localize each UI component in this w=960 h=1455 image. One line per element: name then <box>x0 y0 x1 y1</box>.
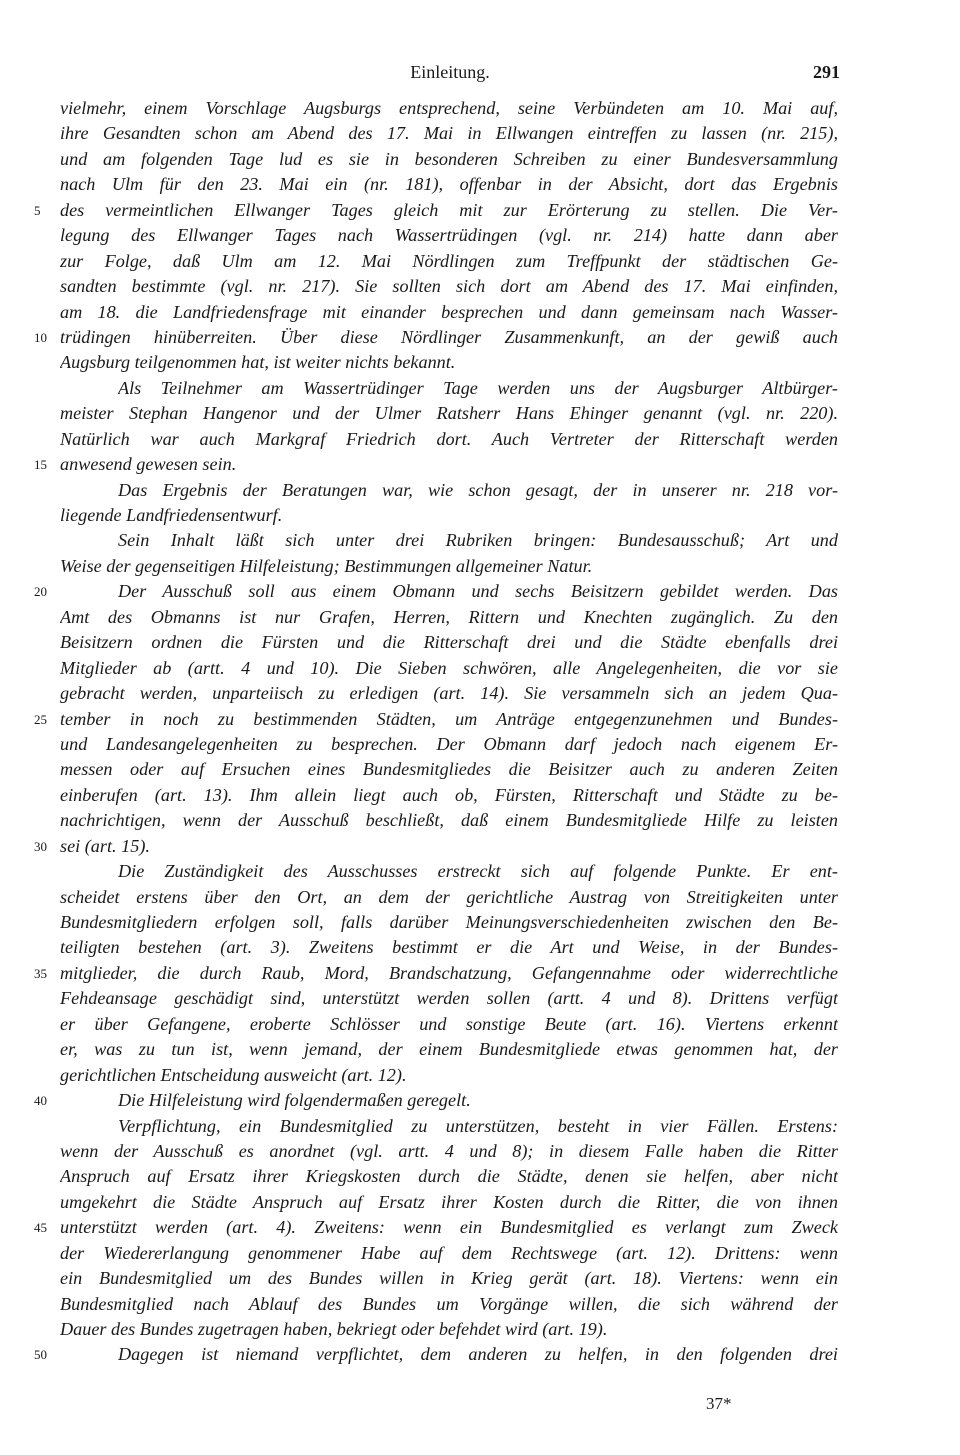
line-number: 50 <box>34 1347 47 1363</box>
line-text: Das Ergebnis der Beratungen war, wie schon gesagt, der in unserer nr. 218 vor- <box>118 479 838 500</box>
text-line <box>34 198 838 223</box>
text-line <box>60 783 838 808</box>
line-text: Bundesmitglied nach Ablauf des Bundes um Vorgänge willen, die sich während der <box>60 1293 838 1314</box>
text-line <box>60 1292 838 1317</box>
line-text: unterstützt werden (art. 4). Zweitens: wenn ein Bundesmitglied es verlangt zum Zweck <box>60 1217 838 1238</box>
text-line <box>34 1342 838 1367</box>
line-text: Natürlich war auch Markgraf Friedrich dort. Auch Vertreter der Ritterschaft werden <box>60 428 838 449</box>
line-number: 5 <box>34 202 41 218</box>
line-text: tember in noch zu bestimmenden Städten, um Anträge entgegenzunehmen und Bundes- <box>60 708 838 729</box>
body-text <box>34 96 838 1368</box>
text-line <box>34 707 838 732</box>
line-number: 45 <box>34 1220 47 1236</box>
line-text: Fehdeansage geschädigt sind, unterstützt werden sollen (artt. 4 und 8). Drittens verfügt <box>60 988 838 1009</box>
line-text: Beisitzern ordnen die Fürsten und die Ritterschaft drei und die Städte ebenfalls drei <box>60 632 838 653</box>
text-line <box>60 1317 838 1342</box>
line-text: und Landesangelegenheiten zu besprechen. Der Obmann darf jedoch nach eigenem Er- <box>60 733 838 754</box>
page-number: 291 <box>813 62 840 82</box>
line-text: er über Gefangene, eroberte Schlösser und sonstige Beute (art. 16). Viertens erkennt <box>60 1013 838 1034</box>
text-line <box>34 961 838 986</box>
line-text: des vermeintlichen Ellwanger Tages gleich mit zur Erörterung zu stellen. Die Ver- <box>60 199 838 220</box>
line-text: sei (art. 15). <box>60 835 150 856</box>
running-header <box>60 62 840 88</box>
line-text: Die Zuständigkeit des Ausschusses erstreckt sich auf folgende Punkte. Er ent- <box>118 861 838 882</box>
line-number: 15 <box>34 457 47 473</box>
line-text: liegende Landfriedensentwurf. <box>60 505 283 525</box>
line-text: teiligten bestehen (art. 3). Zweitens bestimmt er die Art und Weise, in der Bundes- <box>60 937 838 958</box>
text-line <box>60 427 838 452</box>
text-line <box>60 528 838 553</box>
text-line <box>60 121 838 146</box>
line-text: Mitglieder ab (artt. 4 und 10). Die Sieben schwören, alle Angelegenheiten, die vor sie <box>60 657 838 678</box>
line-number: 40 <box>34 1093 47 1109</box>
line-text: wenn der Ausschuß es anordnet (vgl. artt. 4 und 8); in diesem Falle haben die Ritter <box>60 1140 838 1161</box>
text-line <box>60 808 838 833</box>
text-line <box>34 579 838 604</box>
line-text: umgekehrt die Städte Anspruch auf Ersatz ihrer Kosten durch die Ritter, die von ihnen <box>60 1191 838 1212</box>
text-line <box>60 732 838 757</box>
text-line <box>60 1241 838 1266</box>
text-line <box>60 1190 838 1215</box>
line-text: meister Stephan Hangenor und der Ulmer Ratsherr Hans Ehinger genannt (vgl. nr. 220). <box>60 403 838 424</box>
text-line <box>60 605 838 630</box>
line-text: Weise der gegenseitigen Hilfeleistung; Bestimmungen allgemeiner Natur. <box>60 555 593 576</box>
line-text: trüdingen hinüberreiten. Über diese Nördlinger Zusammenkunft, an der gewiß auch <box>60 326 838 347</box>
line-number: 25 <box>34 711 47 727</box>
line-text: Die Hilfeleistung wird folgendermaßen geregelt. <box>118 1090 471 1111</box>
line-text: Anspruch auf Ersatz ihrer Kriegskosten durch die Städte, denen sie helfen, aber nicht <box>60 1166 838 1187</box>
text-line <box>60 376 838 401</box>
text-line <box>60 757 838 782</box>
line-text: Bundesmitgliedern erfolgen soll, falls darüber Meinungsverschiedenheiten zwischen den Be- <box>60 912 838 932</box>
line-text: am 18. die Landfriedensfrage mit einander besprechen und dann gemeinsam nach Wasser- <box>60 301 838 322</box>
line-text: Augsburg teilgenommen hat, ist weiter nichts bekannt. <box>60 352 456 373</box>
text-line <box>60 274 838 299</box>
text-line <box>60 986 838 1011</box>
text-line <box>60 1012 838 1037</box>
signature-mark: 37* <box>706 1394 732 1413</box>
text-line <box>60 910 838 935</box>
text-line <box>60 1037 838 1062</box>
text-line <box>60 401 838 426</box>
text-line <box>60 1266 838 1291</box>
text-line <box>60 478 838 503</box>
line-text: zur Folge, daß Ulm am 12. Mai Nördlingen zum Treffpunkt der städtischen Ge- <box>60 250 838 271</box>
text-line <box>60 223 838 248</box>
text-line <box>60 147 838 172</box>
line-text: Dauer des Bundes zugetragen haben, bekriegt oder befehdet wird (art. 19). <box>60 1319 608 1339</box>
text-line <box>60 1063 838 1088</box>
line-text: der Wiedererlangung genommener Habe auf dem Rechtswege (art. 12). Drittens: wenn <box>60 1242 838 1263</box>
line-text: Verpflichtung, ein Bundesmitglied zu unterstützen, besteht in vier Fällen. Erstens: <box>118 1115 838 1136</box>
text-line <box>60 249 838 274</box>
text-line <box>60 554 838 579</box>
line-text: gerichtlichen Entscheidung ausweicht (art. 12). <box>60 1064 407 1085</box>
text-line <box>60 300 838 325</box>
line-text: legung des Ellwanger Tages nach Wassertrüdingen (vgl. nr. 214) hatte dann aber <box>60 225 838 246</box>
text-line <box>60 503 838 528</box>
line-text: anwesend gewesen sein. <box>60 454 237 475</box>
text-line <box>60 1139 838 1164</box>
text-line <box>60 96 838 121</box>
text-line <box>60 172 838 197</box>
line-text: einberufen (art. 13). Ihm allein liegt auch ob, Fürsten, Ritterschaft und Städte zu be- <box>60 784 838 805</box>
line-number: 10 <box>34 329 47 345</box>
text-line <box>60 681 838 706</box>
header-title: Einleitung. <box>410 62 490 82</box>
line-text: ein Bundesmitglied um des Bundes willen in Krieg gerät (art. 18). Viertens: wenn ein <box>60 1268 838 1289</box>
text-line <box>34 1088 838 1113</box>
line-text: er, was zu tun ist, wenn jemand, der einem Bundesmitgliede etwas genommen hat, der <box>60 1039 838 1060</box>
line-text: gebracht werden, unparteiisch zu erledigen (art. 14). Sie versammeln sich an jedem Qua- <box>60 683 838 704</box>
line-text: nachrichtigen, wenn der Ausschuß beschließt, daß einem Bundesmitgliede Hilfe zu leisten <box>60 810 838 831</box>
line-text: und am folgenden Tage lud es sie in besonderen Schreiben zu einer Bundesversammlung <box>60 148 838 169</box>
line-text: mitglieder, die durch Raub, Mord, Brandschatzung, Gefangennahme oder widerrechtliche <box>60 962 838 983</box>
line-text: Sein Inhalt läßt sich unter drei Rubriken bringen: Bundesausschuß; Art und <box>118 530 838 551</box>
line-number: 30 <box>34 838 47 854</box>
text-line <box>34 1215 838 1240</box>
line-number: 20 <box>34 584 47 600</box>
text-line <box>60 1164 838 1189</box>
line-text: ihre Gesandten schon am Abend des 17. Mai in Ellwangen eintreffen zu lassen (nr. 215), <box>60 123 838 144</box>
text-line <box>34 325 838 350</box>
text-line <box>60 859 838 884</box>
line-text: nach Ulm für den 23. Mai ein (nr. 181), offenbar in der Absicht, dort das Ergebnis <box>60 174 838 195</box>
text-line <box>60 350 838 375</box>
text-line <box>60 630 838 655</box>
text-line <box>60 656 838 681</box>
line-text: vielmehr, einem Vorschlage Augsburgs entsprechend, seine Verbündeten am 10. Mai auf, <box>60 98 838 118</box>
text-line <box>60 1114 838 1139</box>
line-text: Dagegen ist niemand verpflichtet, dem anderen zu helfen, in den folgenden drei <box>118 1344 838 1365</box>
line-number: 35 <box>34 965 47 981</box>
text-line <box>34 834 838 859</box>
text-line <box>34 452 838 477</box>
line-text: sandten bestimmte (vgl. nr. 217). Sie sollten sich dort am Abend des 17. Mai einfinden, <box>60 276 838 297</box>
line-text: Als Teilnehmer am Wassertrüdinger Tage werden uns der Augsburger Altbürger- <box>118 377 838 398</box>
line-text: Der Ausschuß soll aus einem Obmann und sechs Beisitzern gebildet werden. Das <box>118 581 838 602</box>
line-text: messen oder auf Ersuchen eines Bundesmitgliedes die Beisitzer auch zu anderen Zeiten <box>60 759 838 780</box>
text-line <box>60 885 838 910</box>
line-text: Amt des Obmanns ist nur Grafen, Herren, Rittern und Knechten zugänglich. Zu den <box>60 606 838 627</box>
text-line <box>60 935 838 960</box>
line-text: scheidet erstens über den Ort, an dem der gerichtliche Austrag von Streitigkeiten unter <box>60 886 838 907</box>
